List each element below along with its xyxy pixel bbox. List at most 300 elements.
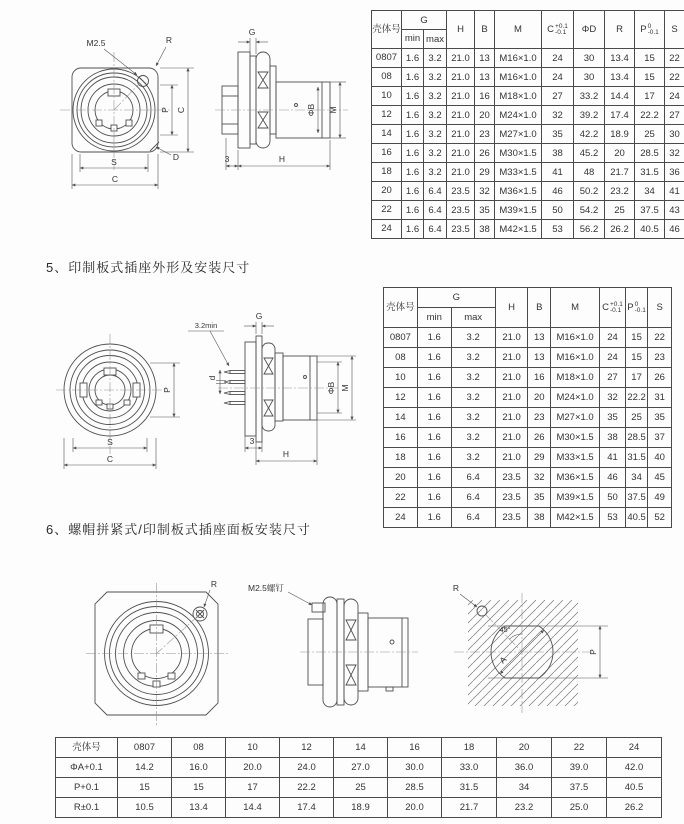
cell: 24 [607, 738, 662, 758]
cell: 20 [372, 182, 402, 201]
cell: 24 [600, 348, 626, 368]
cell: 30.0 [388, 758, 442, 778]
cell: 27.0 [334, 758, 388, 778]
header-cell: P 0 -0.1 [635, 11, 665, 49]
side-view [224, 336, 317, 442]
panel-hatch [468, 600, 578, 706]
cell: 1.6 [417, 508, 451, 528]
cell: 34 [497, 778, 552, 798]
cell: 6.4 [424, 201, 447, 220]
table-row [56, 798, 662, 818]
cell: M36×1.5 [495, 182, 542, 201]
cell: 0807 [118, 738, 172, 758]
table-row [56, 778, 662, 798]
cell: 34 [635, 182, 665, 201]
cell: M16×1.0 [495, 49, 542, 68]
cell: M24×1.0 [495, 106, 542, 125]
table-row [384, 328, 672, 348]
table-row [384, 448, 672, 468]
cell: 6.4 [451, 488, 495, 508]
cell: 13 [475, 49, 495, 68]
cell: 21.0 [495, 368, 528, 388]
cell: 6.4 [424, 182, 447, 201]
cell: M16×1.0 [551, 328, 600, 348]
cell: 50.2 [574, 182, 605, 201]
cell: 21.7 [605, 163, 635, 182]
cell: 37 [648, 428, 672, 448]
dim-label-p: P [588, 649, 598, 655]
cell: M18×1.0 [495, 87, 542, 106]
cell: 39.2 [574, 106, 605, 125]
cell: R±0.1 [56, 798, 118, 818]
cell: 1.6 [402, 220, 424, 239]
cell: M24×1.0 [551, 388, 600, 408]
header-cell: G [417, 288, 495, 308]
cell: 1.6 [417, 468, 451, 488]
cell: 08 [372, 68, 402, 87]
cell: 12 [384, 388, 418, 408]
cell: M16×1.0 [551, 348, 600, 368]
cell: 21.0 [447, 106, 475, 125]
front-dimensions [64, 363, 180, 469]
cell: 23.5 [495, 488, 528, 508]
cell: P+0.1 [56, 778, 118, 798]
cell: 3.2 [424, 87, 447, 106]
cell: 46 [600, 468, 626, 488]
cell: 31.5 [442, 778, 497, 798]
screw-callout: M2.5螺钉 [248, 583, 284, 593]
cell: 38 [475, 220, 495, 239]
side-dimensions [226, 38, 346, 170]
cell: 10.5 [118, 798, 172, 818]
table-row [56, 738, 662, 758]
header-cell: B [475, 11, 495, 49]
cell: 46 [542, 182, 574, 201]
cell: 23 [528, 408, 551, 428]
cell: 3.2 [451, 428, 495, 448]
cell: 22 [384, 488, 418, 508]
cell: 35 [475, 201, 495, 220]
dim-label-m: M [340, 384, 350, 392]
table-row [384, 428, 672, 448]
cell: 21.0 [447, 49, 475, 68]
cell: 41 [600, 448, 626, 468]
cell: 1.6 [417, 428, 451, 448]
cell: 21.0 [495, 328, 528, 348]
table-row [372, 182, 684, 201]
cell: 37.5 [552, 778, 607, 798]
cell: 13.4 [172, 798, 226, 818]
dim-label-r: R [165, 35, 173, 45]
cell: 1.6 [402, 106, 424, 125]
cell: M36×1.5 [551, 468, 600, 488]
cell: 41 [542, 163, 574, 182]
cell: 3.2 [424, 125, 447, 144]
cell: 17 [635, 87, 665, 106]
cell: 31.5 [635, 163, 665, 182]
cell: 21.0 [495, 448, 528, 468]
cell: 1.6 [417, 388, 451, 408]
cell: 1.6 [402, 49, 424, 68]
dim-label-m: M [328, 106, 338, 114]
cell: 17 [226, 778, 280, 798]
dim-label-h: H [282, 449, 290, 459]
cell: 22.2 [625, 388, 648, 408]
cell: 50 [600, 488, 626, 508]
header-cell: M [551, 288, 600, 328]
dim-label-p: P [162, 387, 172, 393]
cell: 08 [384, 348, 418, 368]
cell: 35 [542, 125, 574, 144]
dim-label-r: R [210, 579, 218, 589]
cell: M27×1.0 [551, 408, 600, 428]
cell: 22 [648, 328, 672, 348]
cell: 26.2 [605, 220, 635, 239]
cell: 3.2 [451, 388, 495, 408]
cell: 壳体号 [56, 738, 118, 758]
cell: 3.2 [424, 144, 447, 163]
cell: 21.7 [442, 798, 497, 818]
dim-label-s: S [111, 157, 117, 167]
header-cell: 壳体号 [384, 288, 418, 328]
cell: 42.2 [574, 125, 605, 144]
cell: 14.4 [226, 798, 280, 818]
cell: 30 [574, 49, 605, 68]
cell: 32 [542, 106, 574, 125]
header-cell: M [495, 11, 542, 49]
cell: 23.5 [495, 508, 528, 528]
cell: 15 [625, 348, 648, 368]
header-cell: C +0.1 -0.1 [600, 288, 626, 328]
cell: 10 [226, 738, 280, 758]
table-row [384, 368, 672, 388]
table-row [384, 388, 672, 408]
cell: 33.2 [574, 87, 605, 106]
header-cell: C +0.1 -0.1 [542, 11, 574, 49]
cell: 1.6 [417, 368, 451, 388]
cell: 38 [542, 144, 574, 163]
cell: 21.0 [495, 408, 528, 428]
header-cell: R [605, 11, 635, 49]
cell: 40.5 [635, 220, 665, 239]
cell: 20 [605, 144, 635, 163]
cell: 21.0 [447, 144, 475, 163]
cell: M16×1.0 [495, 68, 542, 87]
cell: 13 [528, 328, 551, 348]
cell: 18 [384, 448, 418, 468]
cell: 16 [528, 368, 551, 388]
cell: 3.2 [424, 106, 447, 125]
header-cell: S [665, 11, 684, 49]
dim-label-h: H [278, 154, 286, 164]
cell: 31 [648, 388, 672, 408]
header-cell: B [528, 288, 551, 328]
cell: 32 [528, 468, 551, 488]
cell: 41 [665, 182, 684, 201]
table-row [372, 106, 684, 125]
cell: 14 [384, 408, 418, 428]
cell: 1.6 [417, 348, 451, 368]
table-row [372, 49, 684, 68]
cell: M42×1.5 [495, 220, 542, 239]
cell: 1.6 [402, 125, 424, 144]
header-cell: max [451, 308, 495, 328]
table-row [372, 220, 684, 239]
cell: 23 [648, 348, 672, 368]
table-row [372, 163, 684, 182]
cell: 23 [475, 125, 495, 144]
cell: 08 [172, 738, 226, 758]
cell: 3.2 [451, 408, 495, 428]
cell: 0807 [372, 49, 402, 68]
cell: 24 [542, 49, 574, 68]
cell: 22 [665, 49, 684, 68]
cell: 26.2 [607, 798, 662, 818]
cell: 27 [542, 87, 574, 106]
cell: 20 [497, 738, 552, 758]
header-cell: S [648, 288, 672, 328]
cell: 24 [384, 508, 418, 528]
dim-label-p: P [160, 107, 170, 113]
cell: 18 [442, 738, 497, 758]
cell: M42×1.5 [551, 508, 600, 528]
pcb-socket-dimension-table [383, 287, 672, 528]
cell: 35 [600, 408, 626, 428]
header-cell: 壳体号 [372, 11, 402, 49]
cell: 14 [334, 738, 388, 758]
cell: 45 [648, 468, 672, 488]
section6-heading: 6、螺帽拼紧式/印制板式插座面板安装尺寸 [46, 522, 311, 537]
cell: 12 [280, 738, 334, 758]
cell: 15 [635, 49, 665, 68]
cell: 3.2 [424, 68, 447, 87]
cell: 22 [552, 738, 607, 758]
dim-label-m25: M2.5 [86, 38, 106, 48]
cell: 16 [475, 87, 495, 106]
cell: 6.4 [451, 468, 495, 488]
cell: 6.4 [451, 508, 495, 528]
dim-label-r-panel: R [452, 583, 460, 593]
cell: 25.0 [552, 798, 607, 818]
cell: 30 [574, 68, 605, 87]
cell: 28.5 [625, 428, 648, 448]
cell: 34 [625, 468, 648, 488]
table-row [56, 758, 662, 778]
cell: 20.0 [226, 758, 280, 778]
dim-label-c: C [106, 454, 114, 464]
cell: 26 [475, 144, 495, 163]
cell: 18 [372, 163, 402, 182]
table-row [384, 468, 672, 488]
dim-label-d: d [207, 375, 217, 381]
cell: 21.0 [447, 68, 475, 87]
dim-label-c-right: C [176, 106, 186, 114]
cell: 1.6 [402, 182, 424, 201]
panel-mount-drawing [50, 555, 650, 740]
cell: 45.2 [574, 144, 605, 163]
cell: 23.5 [447, 182, 475, 201]
cell: 16 [388, 738, 442, 758]
cell: M33×1.5 [495, 163, 542, 182]
cell: 3.2 [424, 49, 447, 68]
cell: 52 [648, 508, 672, 528]
cell: 40.5 [625, 508, 648, 528]
cell: 17.4 [605, 106, 635, 125]
dim-label-phib: ΦB [306, 103, 316, 117]
cell: 33.0 [442, 758, 497, 778]
pcb-socket-drawing [28, 300, 380, 512]
cell: 25 [635, 125, 665, 144]
cell: 40.5 [607, 778, 662, 798]
cell: 36.0 [497, 758, 552, 778]
cell: 24.0 [280, 758, 334, 778]
cell: 3.2 [424, 163, 447, 182]
table-row [384, 488, 672, 508]
dim-label-3: 3 [249, 436, 255, 446]
section5-heading: 5、印制板式插座外形及安装尺寸 [46, 260, 251, 275]
cell: 17.4 [280, 798, 334, 818]
cell: M30×1.5 [495, 144, 542, 163]
cell: 15 [635, 68, 665, 87]
cell: M39×1.5 [551, 488, 600, 508]
cell: 16 [384, 428, 418, 448]
cell: 37.5 [625, 488, 648, 508]
cell: 22 [665, 68, 684, 87]
table-row [384, 408, 672, 428]
cell: 21.0 [495, 388, 528, 408]
dim-label-32min: 3.2min [194, 321, 218, 330]
cell: 1.6 [417, 448, 451, 468]
cell: 49 [648, 488, 672, 508]
cell: 30 [665, 125, 684, 144]
header-cell: G [402, 11, 447, 30]
cell: 15 [625, 328, 648, 348]
cell: 14.4 [605, 87, 635, 106]
cell: 21.0 [495, 428, 528, 448]
cell: 56.2 [574, 220, 605, 239]
dim-label-c-bottom: C [111, 174, 119, 184]
cell: 25 [625, 408, 648, 428]
header-cell: H [495, 288, 528, 328]
dim-label-phib: ΦB [326, 381, 336, 395]
dim-label-3: 3 [224, 154, 230, 164]
cell: 48 [574, 163, 605, 182]
table-row [384, 508, 672, 528]
cell: 32 [475, 182, 495, 201]
cell: 1.6 [417, 488, 451, 508]
side-view [222, 52, 330, 148]
table-row [372, 68, 684, 87]
dim-label-a: A [497, 654, 509, 666]
cell: 46 [665, 220, 684, 239]
cell: 21.0 [447, 87, 475, 106]
cell: 23.5 [447, 201, 475, 220]
cell: 31.5 [625, 448, 648, 468]
table-row [372, 201, 684, 220]
cell: 16.0 [172, 758, 226, 778]
header-cell: max [424, 30, 447, 49]
cell: 25 [334, 778, 388, 798]
cell: 23.2 [497, 798, 552, 818]
cell: 20 [528, 388, 551, 408]
cell: 22.2 [280, 778, 334, 798]
cell: 20 [475, 106, 495, 125]
cell: 20.0 [388, 798, 442, 818]
cell: 22 [372, 201, 402, 220]
cell: 21.0 [447, 163, 475, 182]
cell: 37.5 [635, 201, 665, 220]
cell: 1.6 [402, 163, 424, 182]
cell: 13.4 [605, 49, 635, 68]
cell: 35 [648, 408, 672, 428]
panel-cutout-view [454, 593, 608, 713]
table-row [372, 125, 684, 144]
cell: 23.5 [447, 220, 475, 239]
cell: 0807 [384, 328, 418, 348]
cell: 3.2 [451, 348, 495, 368]
cell: 23.5 [495, 468, 528, 488]
flange-socket-dimension-table [371, 10, 684, 239]
panel-mount-dimension-table [55, 737, 662, 818]
cell: M39×1.5 [495, 201, 542, 220]
cell: 21.0 [447, 125, 475, 144]
table-row [372, 87, 684, 106]
cell: 28.5 [635, 144, 665, 163]
cell: 43 [665, 201, 684, 220]
cell: 1.6 [417, 328, 451, 348]
cell: 27 [665, 106, 684, 125]
cell: 1.6 [417, 408, 451, 428]
cell: 32 [600, 388, 626, 408]
cell: M30×1.5 [551, 428, 600, 448]
cell: 10 [384, 368, 418, 388]
cell: 17 [625, 368, 648, 388]
cell: 1.6 [402, 68, 424, 87]
cell: 12 [372, 106, 402, 125]
cell: 21.0 [495, 348, 528, 368]
table-row [384, 348, 672, 368]
cell: 53 [542, 220, 574, 239]
cell: 24 [665, 87, 684, 106]
cell: 28.5 [388, 778, 442, 798]
flange-socket-drawing [30, 22, 375, 227]
cell: 38 [600, 428, 626, 448]
cell: 38 [528, 508, 551, 528]
header-cell: ΦD [574, 11, 605, 49]
cell: 1.6 [402, 201, 424, 220]
cell: 50 [542, 201, 574, 220]
cell: 1.6 [402, 144, 424, 163]
cell: 3.2 [451, 328, 495, 348]
cell: M33×1.5 [551, 448, 600, 468]
cell: 27 [600, 368, 626, 388]
cell: 24 [600, 328, 626, 348]
cell: 25 [605, 201, 635, 220]
cell: M27×1.0 [495, 125, 542, 144]
cell: 10 [372, 87, 402, 106]
cell: 53 [600, 508, 626, 528]
cell: 32 [665, 144, 684, 163]
dim-label-d: D [172, 152, 180, 162]
dim-label-g: G [248, 27, 256, 37]
table-row [372, 144, 684, 163]
cell: 16 [372, 144, 402, 163]
dim-label-g: G [255, 311, 263, 321]
cell: 24 [542, 68, 574, 87]
cell: ΦA+0.1 [56, 758, 118, 778]
cell: 20 [384, 468, 418, 488]
cell: 1.6 [402, 87, 424, 106]
